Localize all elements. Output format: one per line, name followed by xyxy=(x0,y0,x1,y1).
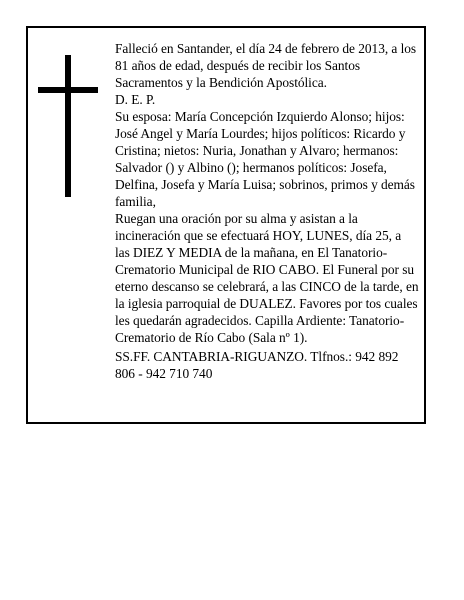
latin-cross-icon xyxy=(38,55,98,197)
notice-body xyxy=(115,40,419,382)
funeral-home-contact: SS.FF. CANTABRIA-RIGUANZO. Tlfnos.: 942 892 806 - 942 710 740 xyxy=(115,349,399,381)
family-list: Su esposa: María Concepción Izquierdo Alonso; hijos: José Angel y María Lourdes; hijos políticos: Ricardo y Cristina; nietos: Nuria, Jonathan y Alvaro; hermanos: Salvador () y Albino (); hermanos políticos: Josefa, Delfina, Josefa y María Luisa; sobrinos, primos y demás familia, xyxy=(115,109,415,209)
cross-horizontal-bar xyxy=(38,87,98,93)
funeral-details: Ruegan una oración por su alma y asistan a la incineración que se efectuará HOY, LUNES, día 25, a las DIEZ Y MEDIA de la mañana, en El Tanatorio-Crematorio Municipal de RIO CABO. El Funeral por su eterno descanso se celebrará, a las CINCO de la tarde, en la iglesia parroquial de DUALEZ. Favores por tos cuales les quedarán agradecidos. Capilla Ardiente: Tanatorio-Crematorio de Río Cabo (Sala nº 1). xyxy=(115,211,419,345)
obituary-notice xyxy=(26,26,426,424)
rest-in-peace: D. E. P. xyxy=(115,92,156,107)
cross-vertical-bar xyxy=(65,55,71,197)
death-announcement: Falleció en Santander, el día 24 de febrero de 2013, a los 81 años de edad, después de recibir los Santos Sacramentos y la Bendición Apostólica. xyxy=(115,41,417,90)
